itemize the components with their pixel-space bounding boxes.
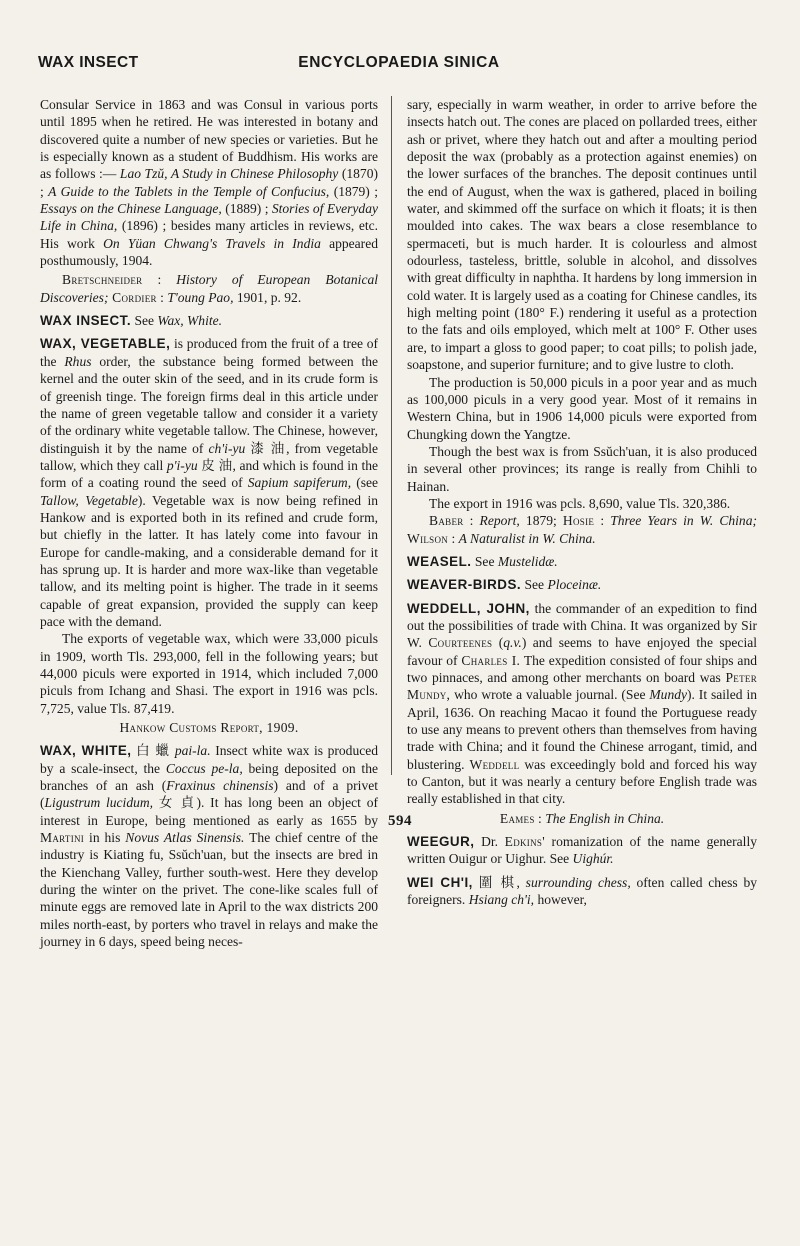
range-paragraph: Though the best wax is from Ssŭch'uan, it is also produced in several other provinces; its range is really from Chihli to Hainan. [407,443,757,494]
page-number: 594 [388,813,412,829]
headword: WAX, WHITE, [40,743,132,759]
production-paragraph: The production is 50,000 piculs in a poor year and as much as 100,000 piculs in a very good year. Most of it remains in Western China, but in 1906 14,000 piculs were exported from Chungking down the Yangtze. [407,374,757,442]
reference-line: Baber : Report, 1879; Hosie : Three Years in W. China; Wilson : A Naturalist in W. China. [407,513,757,546]
right-column [407,96,757,908]
column-divider [391,96,392,775]
entry-wei-chi: WEI CH'I, 圍 棋, surrounding chess, often called chess by foreigners. Hsiang ch'i, however, [407,874,757,908]
entry-wax-insect: WAX INSECT. See Wax, White. [40,313,222,329]
meyers-entry-continuation: Consular Service in 1863 and was Consul in various ports until 1895 when he retired. He was interested in botany and discovered quite a number of new species or varieties. But he is especially known as a student of Buddhism. His works are as follows :— Lao Tzŭ, A Study in Chinese Philosophy (1870) ; A Guide to the Tablets in the Temple of Confucius, (1879) ; Essays on the Chinese Language, (1889) ; Stories of Everyday Life in China, (1896) ; besides many articles in reviews, etc. His work On Yüan Chwang's Travels in India appeared posthumously, 1904. [40,97,378,269]
entry-weegur: WEEGUR, Dr. Edkins' romanization of the name generally written Ouigur or Uighur. See Uighúr. [407,834,757,867]
entry-weddell-john: WEDDELL, JOHN, the commander of an expedition to find out the possibilities of trade with China. It was organized by Sir W. Courteenes (q.v.) and seems to have enjoyed the special favour of Charles I. The expedition consisted of four ships and two pinnaces, and among other merchants on board was Peter Mundy, who wrote a valuable journal. (See Mundy). It sailed in April, 1636. On reaching Macao it found the Portuguese ready to use any means to prevent others than themselves from having trade with China; and it found the Chinese arrogant, timid, and blustering. Weddell was exceedingly bold and forced his way to Canton, but it was nearly a century before English trade was really established in that city. [407,600,757,807]
entry-weasel: WEASEL. See Mustelidæ. [407,553,558,569]
headword: WAX, VEGETABLE, [40,336,171,352]
wax-vegetable-exports-paragraph: The exports of vegetable wax, which were 33,000 piculs in 1909, worth Tls. 293,000, fell in the following years; but 44,000 piculs were exported in 1914, which included 7,000 piculs from Ichang and Shasi. The export in 1916 was pcls. 7,725, value Tls. 87,419. [40,631,378,716]
headword: WEASEL. [407,553,472,569]
chinese-characters: 白 蠟 [136,743,171,759]
export-paragraph: The export in 1916 was pcls. 8,690, value Tls. 320,386. [429,495,731,511]
reference-line: Hankow Customs Report, 1909. [119,720,299,736]
running-head-left: WAX INSECT [38,54,139,71]
entry-wax-white: WAX, WHITE, 白 蠟 pai-la. Insect white wax is produced by a scale-insect, the Coccus pe-la, being deposited on the branches of an ash (Fraxinus chinensis) and of a privet (Ligustrum lucidum, 女 貞). It has long been an object of interest in Europe, being mentioned as early as 1655 by Martini in his Novus Atlas Sinensis. The chief centre of the industry is Kiating fu, Ssŭch'uan, but the insects are bred in the Kienchang Valley, further south-west. Here they develop during the winter on the privet. The cone-like scales full of minute eggs are removed late in April to the wax districts 200 miles north-east, by porters who travel in relays and make the journey in 6 days, speed being neces- [40,743,379,950]
chinese-characters: 女 貞 [158,795,197,811]
reference-line: Bretschneider : History of European Botanical Discoveries; Cordier : T'oung Pao, 1901, p. 92. [40,272,379,305]
chinese-characters: 漆 油 [250,440,287,456]
headword: WAX INSECT. [40,313,132,329]
headword: WEAVER-BIRDS. [407,577,522,593]
entry-wax-vegetable: WAX, VEGETABLE, is produced from the fruit of a tree of the Rhus order, the substance being formed between the kernel and the outer skin of the seed, and in its crude form is of greenish tinge. The foreign firms deal in this article under the name of green vegetable tallow and consider it a variety of the ordinary white vegetable tallow. The Chinese, however, distinguish it by the name of ch'i-yu 漆 油, from vegetable tallow, which they call p'i-yu 皮 油, and which is found in the form of a coating round the seed of Sapium sapiferum, (see Tallow, Vegetable). Vegetable wax is now being refined in Hankow and is exported both in its refined and crude form, but chiefly in the latter. It has lately come into favour in Europe for candle-making, and a considerable demand for it has sprung up. It is harder and more wax-like than vegetable tallow, and its melting point is higher. The trade in it seems capable of great expansion, provided the supply can keep pace with the demand. [40,336,379,629]
running-head-center: ENCYCLOPAEDIA SINICA [298,54,500,71]
wax-white-continuation: sary, especially in warm weather, in order to arrive before the insects hatch out. The cones are placed on pollarded trees, either ash or privet, where they hatch out and after a moulting period deposit the wax (probably as a protection against enemies) on the lower surfaces of the branches. The deposit continues until the end of August, when the wax is gathered, placed in boiling water, and skimmed off the surface on which it floats; it is then moulded into cakes. The wax bears a close resemblance to spermaceti, but is much harder. It is colourless and almost odourless, tasteless, brittle, soluble in alcohol, and dissolves with great difficulty in naphtha. It hardens by long immersion in cold water. It is largely used as a coating for Chinese candles, its high melting point (180° F.) rendering it useful as a protection to the fats and oils employed, which melt at 100° F. Other uses are, to impart a gloss to good paper; to coat pills; to polish jade, soapstone, and superior furniture; and to give lustre to cloth. [407,97,757,373]
entry-weaver-birds: WEAVER-BIRDS. See Ploceinæ. [407,577,602,593]
reference-line: Eames : The English in China. [499,810,665,826]
headword: WEEGUR, [407,834,475,850]
chinese-characters: 圍 棋 [478,874,517,890]
headword: WEI CH'I, [407,874,473,890]
chinese-characters: 皮 油 [201,457,233,473]
headword: WEDDELL, JOHN, [407,600,530,616]
